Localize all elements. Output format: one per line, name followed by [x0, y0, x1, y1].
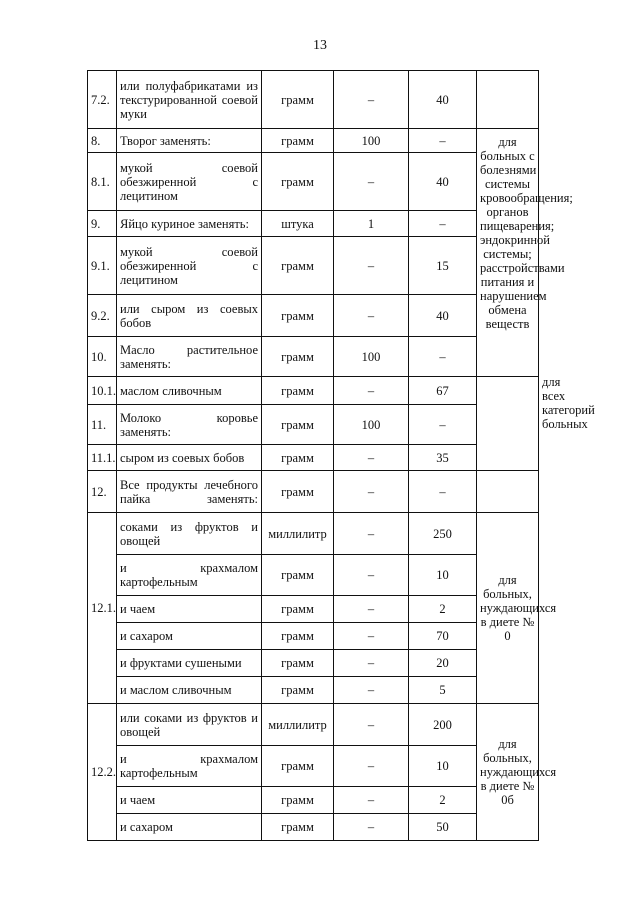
table-row: [88, 405, 539, 445]
substitute-quantity: –: [409, 211, 477, 237]
unit: грамм: [262, 623, 334, 650]
unit: грамм: [262, 814, 334, 841]
row-number: 12.2.: [88, 704, 117, 841]
substitute-quantity: 50: [409, 814, 477, 841]
product-name: и чаем: [117, 787, 262, 814]
row-number: 11.1.: [88, 445, 117, 471]
table-row: [88, 704, 539, 746]
product-name: и сахаром: [117, 814, 262, 841]
table-row: [88, 295, 539, 337]
unit: грамм: [262, 445, 334, 471]
unit: штука: [262, 211, 334, 237]
unit: грамм: [262, 295, 334, 337]
row-number: 8.: [88, 129, 117, 153]
product-name: и крахмалом картофельным: [117, 746, 262, 787]
product-name: Все продукты лечебного пайка заменять:: [117, 471, 262, 513]
unit: грамм: [262, 650, 334, 677]
unit: грамм: [262, 153, 334, 211]
base-quantity: –: [334, 377, 409, 405]
substitute-quantity: 70: [409, 623, 477, 650]
unit: грамм: [262, 129, 334, 153]
unit: грамм: [262, 555, 334, 596]
row-number: 9.2.: [88, 295, 117, 337]
product-name: и маслом сливочным: [117, 677, 262, 704]
product-name: и крахмалом картофельным: [117, 555, 262, 596]
substitute-quantity: –: [409, 405, 477, 445]
table-row: [88, 513, 539, 555]
unit: миллилитр: [262, 513, 334, 555]
base-quantity: –: [334, 596, 409, 623]
table-row: [88, 71, 539, 129]
base-quantity: –: [334, 295, 409, 337]
base-quantity: –: [334, 650, 409, 677]
table-row: [88, 211, 539, 237]
base-quantity: 100: [334, 129, 409, 153]
substitute-quantity: 200: [409, 704, 477, 746]
table-row: [88, 677, 539, 704]
product-name: Творог заменять:: [117, 129, 262, 153]
product-name: Яйцо куриное заменять:: [117, 211, 262, 237]
row-number: 12.: [88, 471, 117, 513]
table-row: [88, 623, 539, 650]
substitute-quantity: 10: [409, 555, 477, 596]
base-quantity: –: [334, 71, 409, 129]
row-number: 7.2.: [88, 71, 117, 129]
base-quantity: –: [334, 787, 409, 814]
unit: грамм: [262, 746, 334, 787]
product-name: маслом сливочным: [117, 377, 262, 405]
product-name: Масло растительное заменять:: [117, 337, 262, 377]
base-quantity: 100: [334, 337, 409, 377]
row-number: 9.: [88, 211, 117, 237]
substitute-quantity: 2: [409, 596, 477, 623]
table-row: [88, 814, 539, 841]
page-number: 13: [313, 38, 327, 53]
unit: грамм: [262, 237, 334, 295]
table-row: [88, 129, 539, 153]
substitute-quantity: –: [409, 129, 477, 153]
substitute-quantity: –: [409, 471, 477, 513]
substitute-quantity: 40: [409, 295, 477, 337]
substitute-quantity: 67: [409, 377, 477, 405]
product-name: мукой соевой обезжиренной с лецитином: [117, 153, 262, 211]
product-name: и чаем: [117, 596, 262, 623]
note-cell: для больных с болезнями системы кровообращения; органов пищеварения; эндокринной системы; расстройствами питания и нарушением обмена веществ: [477, 129, 539, 377]
base-quantity: –: [334, 704, 409, 746]
product-name: или соками из фруктов и овощей: [117, 704, 262, 746]
unit: грамм: [262, 677, 334, 704]
note-empty: [477, 471, 539, 513]
product-name: соками из фруктов и овощей: [117, 513, 262, 555]
row-number: 10.: [88, 337, 117, 377]
substitution-table: [87, 70, 595, 841]
unit: грамм: [262, 787, 334, 814]
substitute-quantity: 10: [409, 746, 477, 787]
row-number: 9.1.: [88, 237, 117, 295]
row-number: 12.1.: [88, 513, 117, 704]
table-row: [88, 746, 539, 787]
unit: грамм: [262, 596, 334, 623]
base-quantity: –: [334, 814, 409, 841]
row-number: 11.: [88, 405, 117, 445]
substitute-quantity: 2: [409, 787, 477, 814]
unit: грамм: [262, 471, 334, 513]
product-name: мукой соевой обезжиренной с лецитином: [117, 237, 262, 295]
product-name: или полуфабрикатами из текстурированной соевой муки: [117, 71, 262, 129]
unit: грамм: [262, 337, 334, 377]
row-number: 8.1.: [88, 153, 117, 211]
substitute-quantity: 250: [409, 513, 477, 555]
base-quantity: –: [334, 623, 409, 650]
table-row: [88, 237, 539, 295]
note-cell: для больных, нуждающихся в диете № 0: [477, 513, 539, 704]
note-cell: для больных, нуждающихся в диете № 0б: [477, 704, 539, 841]
base-quantity: –: [334, 677, 409, 704]
unit: грамм: [262, 71, 334, 129]
substitute-quantity: –: [409, 337, 477, 377]
product-name: или сыром из соевых бобов: [117, 295, 262, 337]
base-quantity: –: [334, 513, 409, 555]
table-row: [88, 596, 539, 623]
table-row: [88, 377, 539, 405]
product-name: и сахаром: [117, 623, 262, 650]
base-quantity: –: [334, 153, 409, 211]
product-name: Молоко коровье заменять:: [117, 405, 262, 445]
table-row: [88, 445, 539, 471]
table-row: [88, 471, 539, 513]
table-row: [88, 787, 539, 814]
substitute-quantity: 5: [409, 677, 477, 704]
base-quantity: 100: [334, 405, 409, 445]
unit: грамм: [262, 405, 334, 445]
substitute-quantity: 35: [409, 445, 477, 471]
base-quantity: –: [334, 445, 409, 471]
note-empty: [477, 71, 539, 129]
base-quantity: –: [334, 237, 409, 295]
substitute-quantity: 20: [409, 650, 477, 677]
table-row: [88, 555, 539, 596]
row-number: 10.1.: [88, 377, 117, 405]
substitute-quantity: 40: [409, 71, 477, 129]
table-row: [88, 650, 539, 677]
base-quantity: 1: [334, 211, 409, 237]
base-quantity: –: [334, 746, 409, 787]
unit: миллилитр: [262, 704, 334, 746]
substitute-quantity: 15: [409, 237, 477, 295]
table-row: [88, 153, 539, 211]
base-quantity: –: [334, 471, 409, 513]
substitute-quantity: 40: [409, 153, 477, 211]
product-name: сыром из соевых бобов: [117, 445, 262, 471]
table-row: 10. Масло растительное заменять: грамм 100 – для всех категорий больных: [88, 337, 539, 377]
unit: грамм: [262, 377, 334, 405]
product-name: и фруктами сушеными: [117, 650, 262, 677]
base-quantity: –: [334, 555, 409, 596]
